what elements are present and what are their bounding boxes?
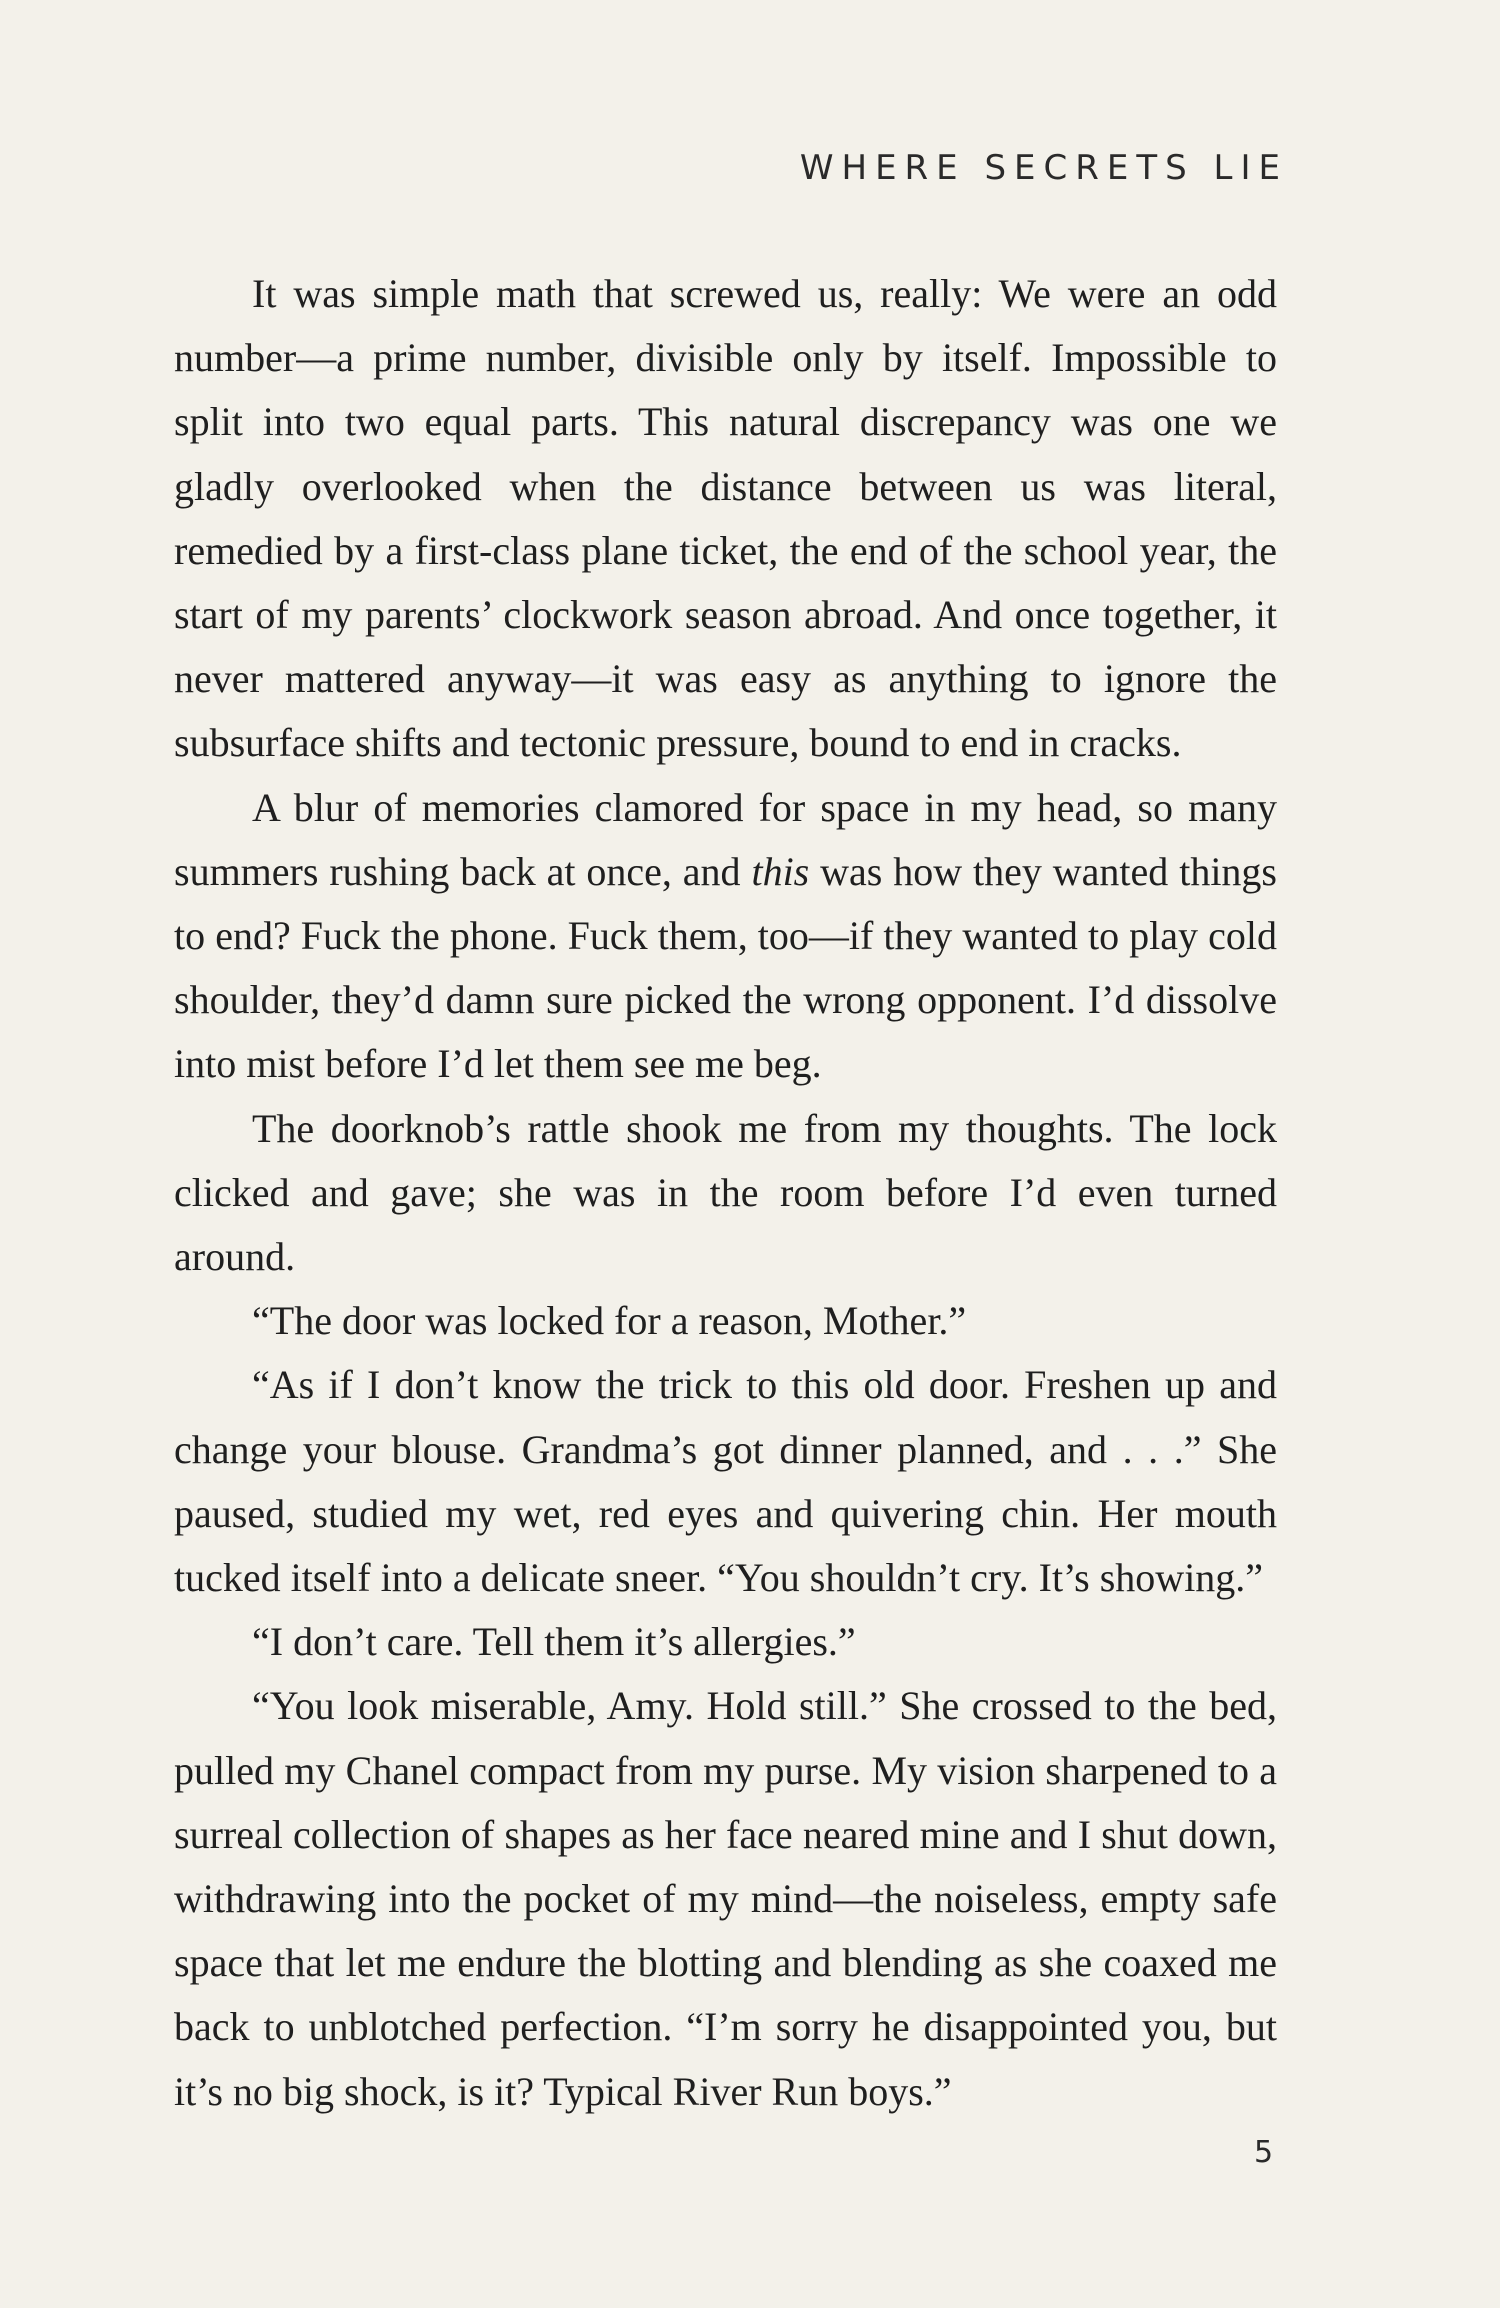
paragraph-5: “As if I don’t know the trick to this old door. Freshen up and change your blouse. Grandma’s got dinner planned, and . . .” She paused, studied my wet, red eyes and quivering chin. Her mouth tucked itself into a delicate sneer. “You shouldn’t cry. It’s showing.” xyxy=(174,1362,1277,1601)
page-number: 5 xyxy=(1254,2135,1274,2170)
paragraph-2-before: A blur of memories clamored for space in my head, so many summers rushing back at once, and xyxy=(174,784,1277,894)
paragraph-3: The doorknob’s rattle shook me from my thoughts. The lock clicked and gave; she was in the room before I’d even turned around. xyxy=(174,1105,1277,1280)
paragraph-2-emphasis: this xyxy=(751,848,810,894)
body-text xyxy=(174,262,1277,2124)
paragraph-1: It was simple math that screwed us, really: We were an odd number—a prime number, divisible only by itself. Impossible to split into two equal parts. This natural discrepancy was one we gladly overlooked when the distance between us was literal, remedied by a first-class plane ticket, the end of the school year, the start of my parents’ clockwork season abroad. And once together, it never mattered anyway—it was easy as anything to ignore the subsurface shifts and tectonic pressure, bound to end in cracks. xyxy=(174,271,1277,766)
running-head: WHERE SECRETS LIE xyxy=(799,148,1288,188)
paragraph-2 xyxy=(174,776,1277,1097)
paragraph-6: “I don’t care. Tell them it’s allergies.” xyxy=(252,1619,856,1665)
paragraph-7: “You look miserable, Amy. Hold still.” She crossed to the bed, pulled my Chanel compact from my purse. My vision sharpened to a surreal collection of shapes as her face neared mine and I shut down, withdrawing into the pocket of my mind—the noiseless, empty safe space that let me endure the blotting and blending as she coaxed me back to unblotched perfection. “I’m sorry he disappointed you, but it’s no big shock, is it? Typical River Run boys.” xyxy=(174,1683,1277,2114)
paragraph-4: “The door was locked for a reason, Mother.” xyxy=(252,1298,967,1344)
paragraph-2-after: was how they wanted things to end? Fuck the phone. Fuck them, too—if they wanted to play cold shoulder, they’d damn sure picked the wrong opponent. I’d dissolve into mist before I’d let them see me beg. xyxy=(174,848,1277,1087)
